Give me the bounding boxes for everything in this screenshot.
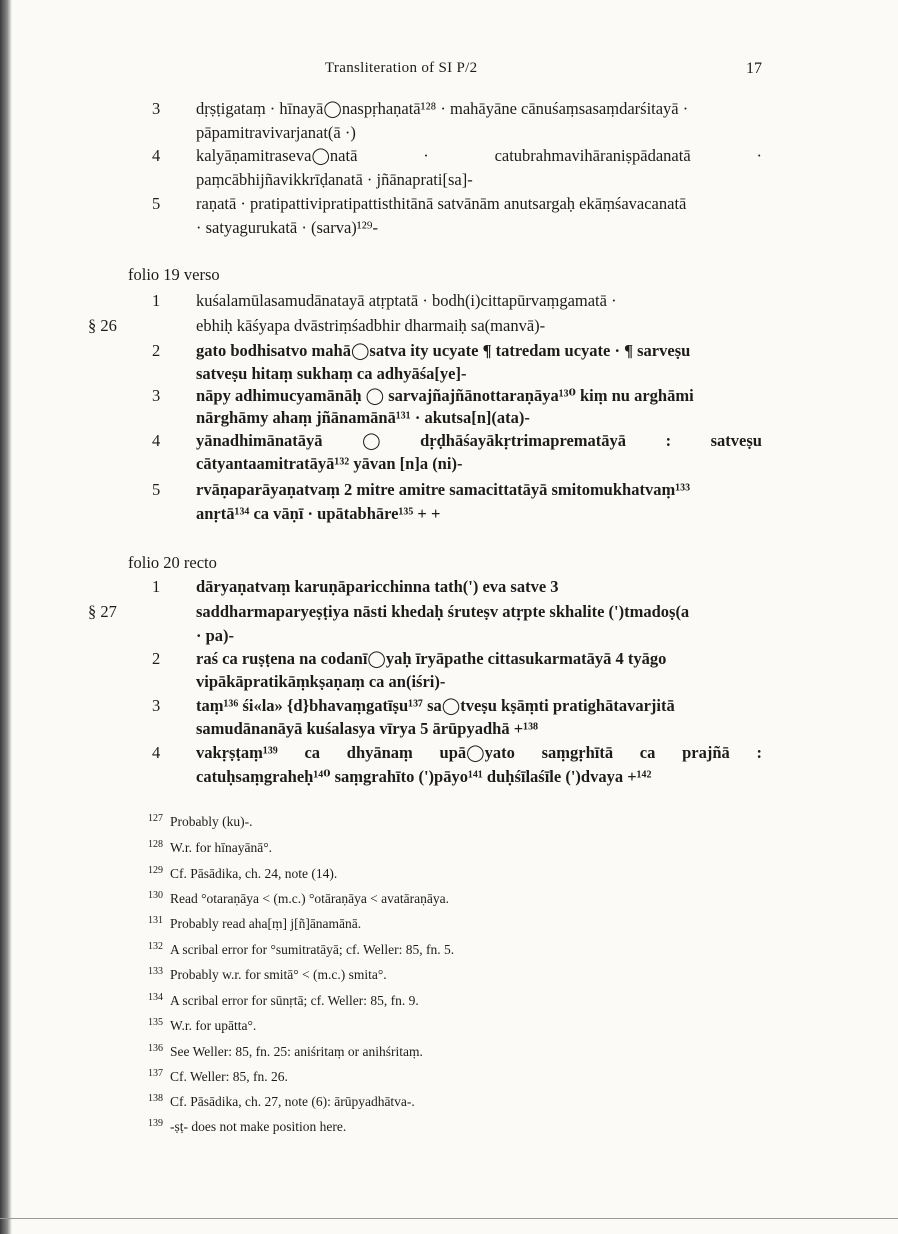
text-segment: upā◯yato	[439, 743, 515, 762]
text-line-justified	[196, 433, 762, 450]
footnote-number: 135	[148, 1017, 163, 1028]
text-line: catuḥsaṃgraheḥ¹⁴⁰ saṃgrahīto (')pāyo¹⁴¹ duḥśīlaśīle (')dvaya +¹⁴²	[196, 767, 652, 786]
text-line: · satyagurukatā · (sarva)¹²⁹-	[196, 218, 378, 237]
running-title: Transliteration of SI P/2	[325, 60, 478, 76]
footnote-number: 137	[148, 1068, 163, 1079]
footnote	[148, 1094, 415, 1109]
footnote-text: Cf. Pāsādika, ch. 24, note (14).	[170, 866, 338, 881]
line-number: 3	[152, 696, 161, 715]
footnote-text: Read °otaraṇāya < (m.c.) °otāraṇāya < avatāraṇāya.	[170, 891, 449, 906]
footnote-text: A scribal error for sūnṛtā; cf. Weller: 85, fn. 9.	[170, 993, 419, 1008]
text-line: dāryaṇatvaṃ karuṇāparicchinna tath(') eva satve 3	[196, 577, 559, 596]
line-number: 3	[152, 99, 161, 118]
text-segment: vakṛṣṭaṃ¹³⁹	[196, 743, 278, 762]
footnote-number: 131	[148, 915, 163, 926]
footnote-number: 130	[148, 890, 163, 901]
footnote-text: W.r. for upātta°.	[170, 1018, 257, 1033]
text-line-justified	[196, 745, 762, 762]
footnote-text: Cf. Weller: 85, fn. 26.	[170, 1069, 288, 1084]
text-line: saddharmaparyeṣṭiya nāsti khedaḥ śruteṣv atṛpte skhalite (')tmadoṣ(a	[196, 602, 690, 621]
text-line: rvāṇaparāyaṇatvaṃ 2 mitre amitre samacittatāyā smitomukhatvaṃ¹³³	[196, 480, 691, 499]
text-segment: kalyāṇamitraseva◯natā	[196, 146, 358, 165]
text-line-justified	[196, 148, 762, 165]
text-segment: saṃgṛhītā	[541, 743, 614, 762]
line-number: 3	[152, 386, 161, 405]
text-segment: catubrahmavihāraniṣpādanatā	[494, 146, 691, 165]
book-binding-shadow	[0, 0, 12, 1234]
line-number: 2	[152, 649, 161, 668]
footnote-number: 129	[148, 865, 163, 876]
footnote-number: 139	[148, 1118, 163, 1129]
text-line: satveṣu hitaṃ sukhaṃ ca adhyāśa[ye]-	[196, 364, 467, 383]
text-segment: satveṣu	[710, 431, 762, 450]
footnote-text: See Weller: 85, fn. 25: aniśritaṃ or anihśritaṃ.	[170, 1044, 423, 1059]
line-number: 1	[152, 577, 161, 596]
text-line: paṃcābhijñavikkrīḍanatā · jñānaprati[sa]-	[196, 170, 473, 189]
footnote-number: 138	[148, 1093, 163, 1104]
text-line: taṃ¹³⁶ śi«la» {d}bhavaṃgatīṣu¹³⁷ sa◯tveṣu kṣāṃti pratighātavarjitā	[196, 696, 675, 715]
line-number: 1	[152, 291, 161, 310]
text-line: ebhiḥ kāśyapa dvāstriṃśadbhir dharmaiḥ sa(manvā)-	[196, 316, 546, 335]
text-segment: ca	[304, 743, 321, 762]
page-number: 17	[746, 60, 762, 77]
footnote-text: Probably (ku)-.	[170, 814, 253, 829]
footnote-number: 134	[148, 992, 163, 1003]
text-line: dṛṣṭigataṃ · hīnayā◯naspṛhaṇatā¹²⁸ · mahāyāne cānuśaṃsasaṃdarśitayā ·	[196, 99, 689, 118]
footnote	[148, 1044, 423, 1059]
text-line: samudānanāyā kuśalasya vīrya 5 ārūpyadhā +¹³⁸	[196, 719, 538, 738]
text-line: nārghāmy ahaṃ jñānamānā¹³¹ · akutsa[n](ata)-	[196, 408, 530, 427]
text-line: anṛtā¹³⁴ ca vāṇī · upātabhāre¹³⁵ + +	[196, 504, 441, 523]
line-number: 5	[152, 194, 161, 213]
text-line: gato bodhisatvo mahā◯satva ity ucyate ¶ tatredam ucyate · ¶ sarveṣu	[196, 341, 691, 360]
line-number: 5	[152, 480, 161, 499]
footnote	[148, 814, 252, 829]
footnote-number: 132	[148, 941, 163, 952]
section-marker: § 26	[88, 316, 117, 335]
section-marker: § 27	[88, 602, 117, 621]
footnote-number: 127	[148, 813, 163, 824]
text-line: vipākāpratikāṃkṣaṇaṃ ca an(iśri)-	[196, 672, 446, 691]
footnote-text: Probably w.r. for smitā° < (m.c.) smita°.	[170, 967, 387, 982]
text-segment: ·	[756, 146, 762, 165]
text-line: cātyantaamitratāyā¹³² yāvan [n]a (ni)-	[196, 454, 463, 473]
text-line: nāpy adhimucyamānāḥ ◯ sarvajñajñānottaraṇāya¹³⁰ kiṃ nu arghāmi	[196, 386, 694, 405]
text-line: raṇatā · pratipattivipratipattisthitānā satvānām anutsargaḥ ekāṃśavacanatā	[196, 194, 687, 213]
text-segment: :	[665, 431, 672, 450]
text-segment: :	[756, 743, 762, 762]
footnote-text: W.r. for hīnayānā°.	[170, 840, 272, 855]
footnote-number: 133	[148, 966, 163, 977]
footnote-number: 136	[148, 1043, 163, 1054]
footnote-text: Cf. Pāsādika, ch. 27, note (6): ārūpyadhātva-.	[170, 1094, 415, 1109]
text-line: raś ca ruṣṭena na codanī◯yaḥ īryāpathe cittasukarmatāyā 4 tyāgo	[196, 649, 667, 668]
footnote-text: A scribal error for °sumitratāyā; cf. Weller: 85, fn. 5.	[170, 942, 455, 957]
footnote-number: 128	[148, 839, 163, 850]
circle-mark: ◯	[362, 431, 381, 450]
text-line: kuśalamūlasamudānatayā atṛptatā · bodh(i)cittapūrvaṃgamatā ·	[196, 291, 617, 310]
line-number: 4	[152, 146, 161, 165]
footnote	[148, 866, 337, 881]
text-segment: dṛḍhāśayākṛtrimaprematāyā	[420, 431, 627, 450]
footnote	[148, 993, 419, 1008]
footnote	[148, 967, 387, 982]
text-segment: prajñā	[682, 743, 730, 762]
footnote	[148, 1018, 256, 1033]
footnote-text: -ṣṭ- does not make position here.	[170, 1119, 347, 1134]
text-segment: ca	[639, 743, 656, 762]
line-number: 4	[152, 743, 161, 762]
text-segment: dhyānaṃ	[346, 743, 413, 762]
footnote	[148, 840, 272, 855]
folio-heading: folio 20 recto	[128, 553, 217, 572]
footnote	[148, 1069, 288, 1084]
footnote	[148, 1119, 346, 1134]
page-bottom-edge	[0, 1218, 898, 1219]
folio-heading: folio 19 verso	[128, 265, 220, 284]
text-line: pāpamitravivarjanat(ā ·)	[196, 123, 356, 142]
text-line: · pa)-	[196, 626, 235, 645]
footnote	[148, 942, 454, 957]
text-segment: ·	[423, 146, 429, 165]
line-number: 2	[152, 341, 161, 360]
footnote-text: Probably read aha[ṃ] j[ñ]ānamānā.	[170, 916, 362, 931]
footnote	[148, 891, 449, 906]
footnote	[148, 916, 361, 931]
text-segment: yānadhimānatāyā	[196, 431, 323, 450]
line-number: 4	[152, 431, 161, 450]
